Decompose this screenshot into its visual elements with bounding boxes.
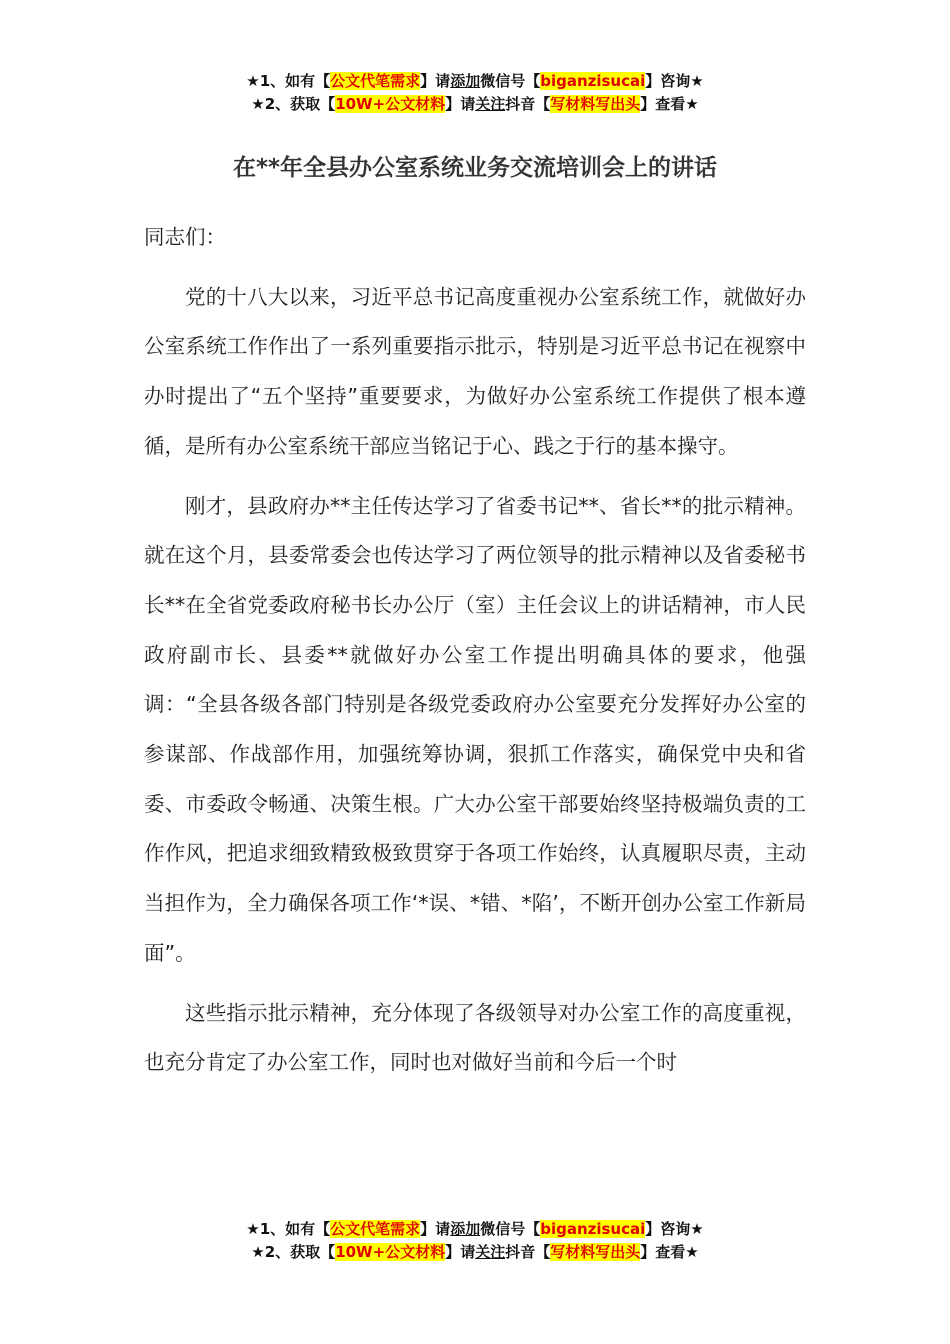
banner-text: ★2、获取【 (251, 95, 336, 113)
banner-text: 】请 (445, 1243, 476, 1261)
document-title: 在**年全县办公室系统业务交流培训会上的讲话 (232, 155, 718, 181)
banner-line-2 (0, 1241, 950, 1264)
banner-text: ★1、如有【 (246, 72, 331, 90)
underlined-text: 添加 (450, 1220, 481, 1238)
highlight-materials: 10W+公文材料 (335, 1243, 446, 1261)
highlight-wechat-id: biganzisucai (540, 72, 646, 90)
banner-text: 】请 (445, 95, 476, 113)
banner-text: 微信号【 (480, 72, 541, 90)
banner-text: 抖音【 (505, 1243, 551, 1261)
salutation: 同志们： (144, 225, 226, 249)
banner-line-2 (0, 93, 950, 116)
highlight-service: 公文代笔需求 (330, 1220, 421, 1238)
underlined-text: 添加 (450, 72, 481, 90)
document-body (144, 213, 806, 1098)
highlight-douyin-name: 写材料写出头 (550, 1243, 641, 1261)
banner-text: 】咨询★ (645, 72, 704, 90)
highlight-service: 公文代笔需求 (330, 72, 421, 90)
footer-banner (0, 1218, 950, 1264)
underlined-text: 关注 (475, 95, 506, 113)
banner-text: 】查看★ (640, 1243, 699, 1261)
header-banner (0, 70, 950, 116)
paragraph-2: 刚才，县政府办**主任传达学习了省委书记**、省长**的批示精神。就在这个月，县委常委会也传达学习了两位领导的批示精神以及省委秘书长**在全省党委政府秘书长办公厅（室）主任会议上的讲话精神，市人民政府副市长、县委**就做好办公室工作提出明确具体的要求，他强调：“全县各级各部门特别是各级党委政府办公室要充分发挥好办公室的参谋部、作战部作用，加强统筹协调，狠抓工作落实，确保党中央和省委、市委政令畅通、决策生根。广大办公室干部要始终坚持极端负责的工作作风，把追求细致精致极致贯穿于各项工作始终，认真履职尽责，主动当担作为，全力确保各项工作‘*误、*错、*陷’，不断开创办公室工作新局面”。 (144, 493, 806, 965)
highlight-douyin-name: 写材料写出头 (550, 95, 641, 113)
banner-line-1 (0, 1218, 950, 1241)
banner-text: 】请 (420, 1220, 451, 1238)
banner-text: ★1、如有【 (246, 1220, 331, 1238)
underlined-text: 关注 (475, 1243, 506, 1261)
banner-text: 】咨询★ (645, 1220, 704, 1238)
paragraph-1: 党的十八大以来，习近平总书记高度重视办公室系统工作，就做好办公室系统工作作出了一系列重要指示批示，特别是习近平总书记在视察中办时提出了“五个坚持”重要要求，为做好办公室系统工作提供了根本遵循，是所有办公室系统干部应当铭记于心、践之于行的基本操守。 (144, 284, 806, 458)
banner-text: 微信号【 (480, 1220, 541, 1238)
highlight-wechat-id: biganzisucai (540, 1220, 646, 1238)
paragraph-3: 这些指示批示精神，充分体现了各级领导对办公室工作的高度重视，也充分肯定了办公室工作，同时也对做好当前和今后一个时 (144, 1000, 806, 1075)
banner-text: 】查看★ (640, 95, 699, 113)
banner-text: ★2、获取【 (251, 1243, 336, 1261)
banner-text: 】请 (420, 72, 451, 90)
highlight-materials: 10W+公文材料 (335, 95, 446, 113)
banner-text: 抖音【 (505, 95, 551, 113)
banner-line-1 (0, 70, 950, 93)
